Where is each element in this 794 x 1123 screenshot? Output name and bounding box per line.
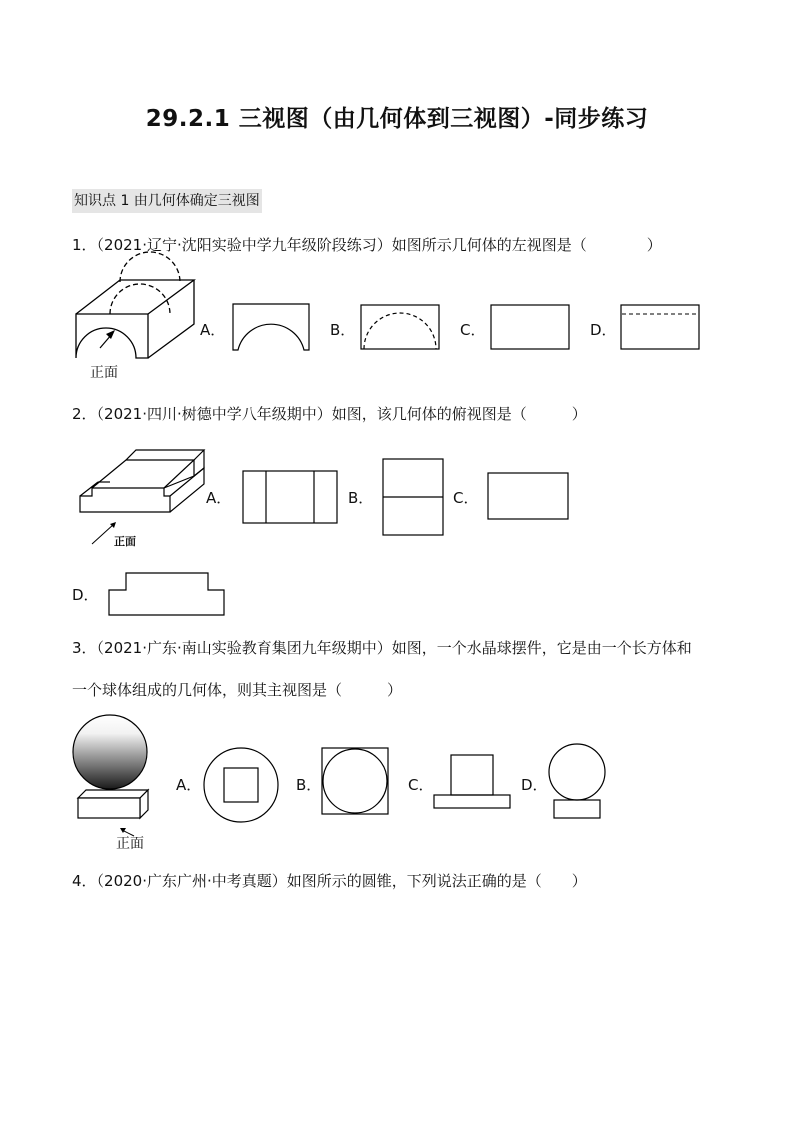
q1-option-b-label: B． xyxy=(330,321,356,339)
q1-front-label: 正面 xyxy=(90,365,118,381)
q1-option-b-figure[interactable] xyxy=(360,304,440,350)
q3-option-a-label: A． xyxy=(176,776,202,794)
q1-option-d-figure[interactable] xyxy=(620,304,700,350)
q2-option-a-label: A． xyxy=(206,489,232,507)
section-heading: 知识点 1 由几何体确定三视图 xyxy=(72,189,262,213)
q3-option-b-label: B． xyxy=(296,776,322,794)
q2-option-b-label: B． xyxy=(348,489,374,507)
q1-option-a-label: A． xyxy=(200,321,226,339)
question-3-text-line2: 一个球体组成的几何体，则其主视图是（ ） xyxy=(72,681,403,699)
question-2-text: 2．（2021·四川·树德中学八年级期中）如图，该几何体的俯视图是（ ） xyxy=(72,405,587,423)
q2-option-d-label: D． xyxy=(72,586,99,604)
q3-option-a-figure[interactable] xyxy=(202,746,280,824)
q1-option-d-label: D． xyxy=(590,321,617,339)
q2-front-label: 正面 xyxy=(114,535,136,548)
page-title: 29.2.1 三视图（由几何体到三视图）-同步练习 xyxy=(145,106,649,132)
q2-option-c-figure[interactable] xyxy=(487,472,569,520)
q1-option-a-figure[interactable] xyxy=(232,303,310,351)
question-4-text: 4．（2020·广东广州·中考真题）如图所示的圆锥，下列说法正确的是（ ） xyxy=(72,872,587,890)
q2-option-b-figure[interactable] xyxy=(382,458,444,536)
q3-option-d-figure[interactable] xyxy=(547,742,607,820)
q2-option-a-figure[interactable] xyxy=(242,470,338,524)
question-1-text: 1．（2021·辽宁·沈阳实验中学九年级阶段练习）如图所示几何体的左视图是（ ） xyxy=(72,236,662,254)
q3-option-b-figure[interactable] xyxy=(321,747,389,815)
q2-option-c-label: C． xyxy=(453,489,479,507)
q3-option-c-figure[interactable] xyxy=(433,754,511,810)
q2-option-d-figure[interactable] xyxy=(108,572,226,616)
question-3-text-line1: 3．（2021·广东·南山实验教育集团九年级期中）如图，一个水晶球摆件，它是由一个长方体和 xyxy=(72,639,692,657)
q1-option-c-label: C． xyxy=(460,321,486,339)
q1-option-c-figure[interactable] xyxy=(490,304,570,350)
q3-option-d-label: D． xyxy=(521,776,548,794)
q3-front-label: 正面 xyxy=(116,836,144,852)
q3-option-c-label: C． xyxy=(408,776,434,794)
